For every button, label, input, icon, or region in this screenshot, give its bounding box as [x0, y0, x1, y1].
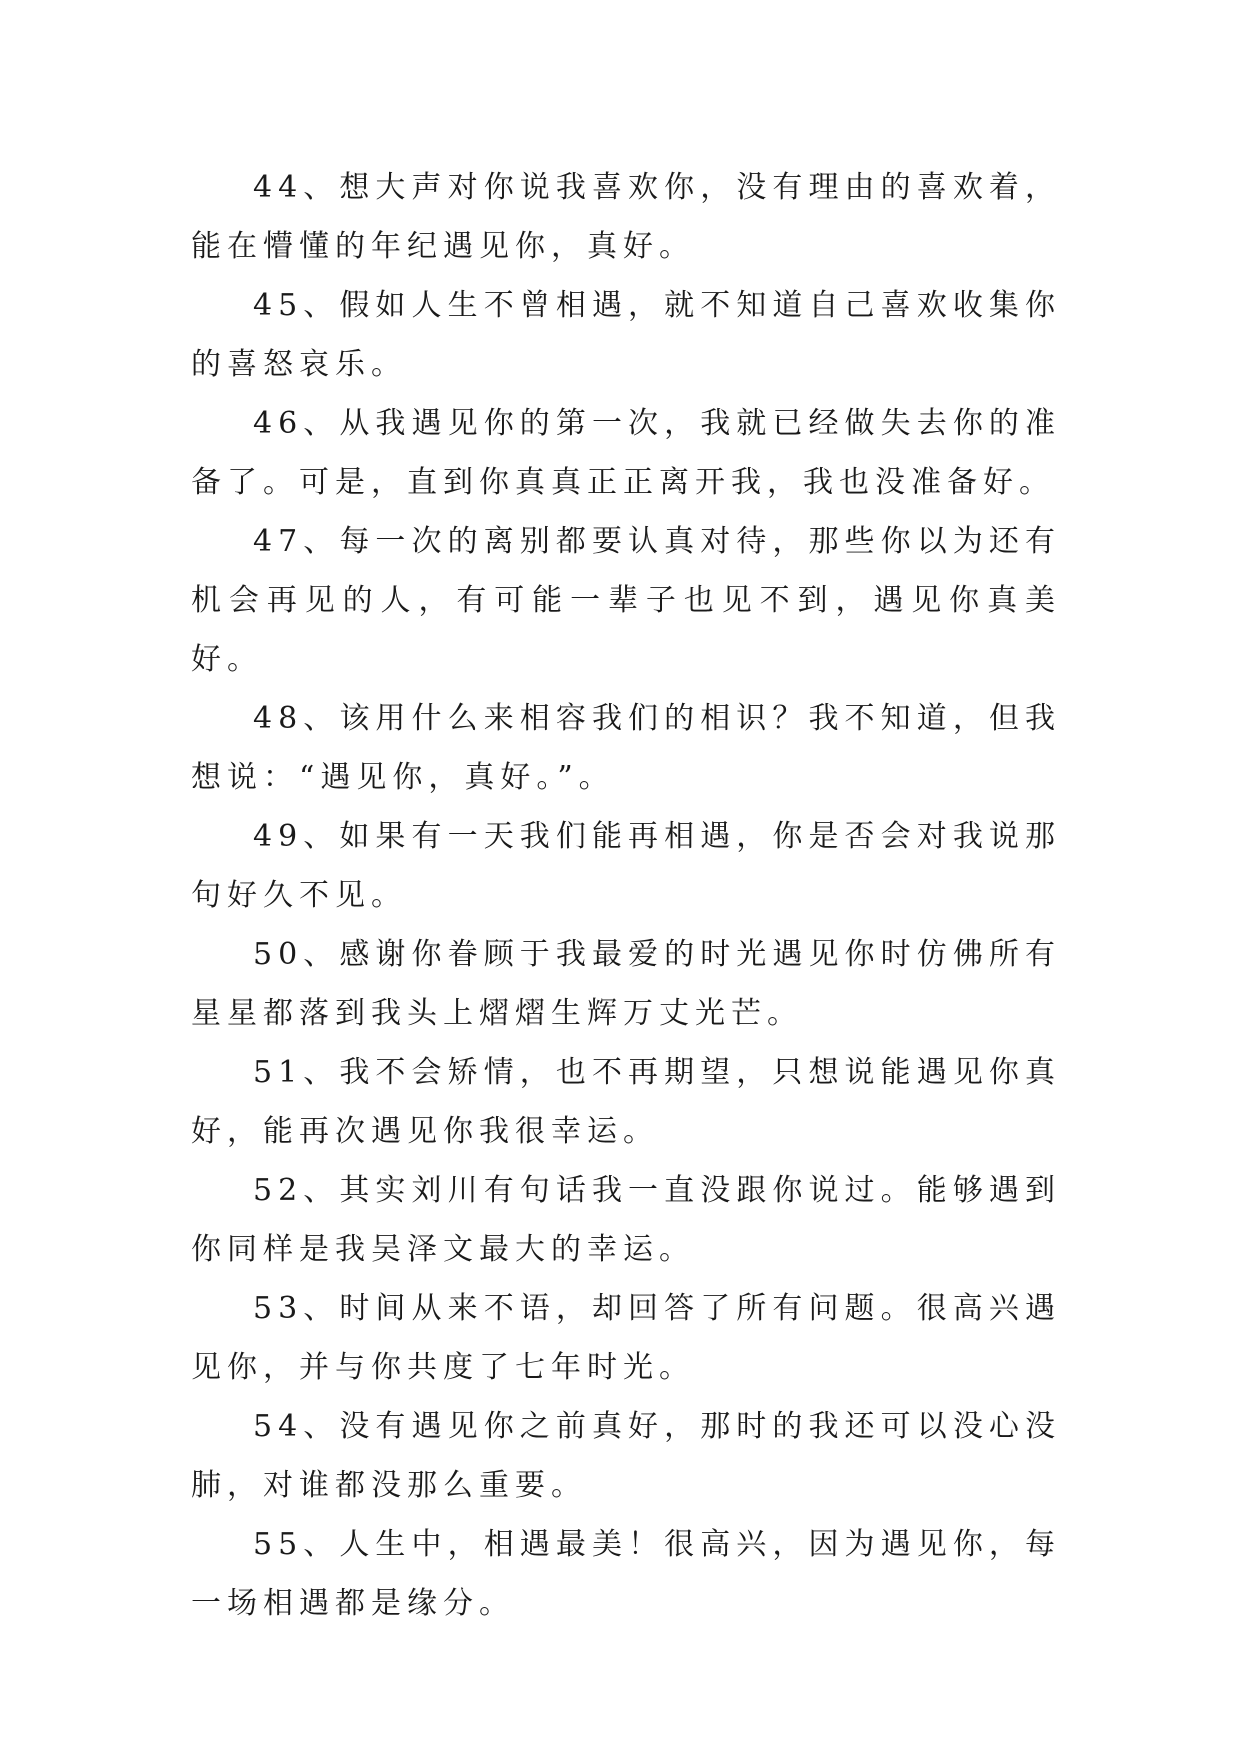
paragraph-47: 47、每一次的离别都要认真对待，那些你以为还有机会再见的人，有可能一辈子也见不到，遇见你真美好。: [191, 524, 1061, 677]
paragraph-53: 53、时间从来不语，却回答了所有问题。很高兴遇见你，并与你共度了七年时光。: [191, 1291, 1061, 1385]
paragraph-46: 46、从我遇见你的第一次，我就已经做失去你的准备了。可是，直到你真真正正离开我，我也没准备好。: [191, 406, 1061, 500]
paragraph-44: 44、想大声对你说我喜欢你，没有理由的喜欢着，能在懵懂的年纪遇见你，真好。: [191, 170, 1061, 264]
paragraph-51: 51、我不会矫情，也不再期望，只想说能遇见你真好，能再次遇见你我很幸运。: [191, 1055, 1061, 1149]
paragraph-49: 49、如果有一天我们能再相遇，你是否会对我说那句好久不见。: [191, 819, 1061, 913]
paragraph-45: 45、假如人生不曾相遇，就不知道自己喜欢收集你的喜怒哀乐。: [191, 288, 1061, 382]
paragraph-54: 54、没有遇见你之前真好，那时的我还可以没心没肺，对谁都没那么重要。: [191, 1409, 1061, 1503]
paragraph-52: 52、其实刘川有句话我一直没跟你说过。能够遇到你同样是我吴泽文最大的幸运。: [191, 1173, 1061, 1267]
paragraph-55: 55、人生中，相遇最美！很高兴，因为遇见你，每一场相遇都是缘分。: [191, 1527, 1061, 1621]
document-body: [191, 158, 1061, 1633]
paragraph-48: 48、该用什么来相容我们的相识？我不知道，但我想说：“遇见你，真好。”。: [191, 701, 1061, 795]
paragraph-50: 50、感谢你眷顾于我最爱的时光遇见你时仿佛所有星星都落到我头上熠熠生辉万丈光芒。: [191, 937, 1061, 1031]
